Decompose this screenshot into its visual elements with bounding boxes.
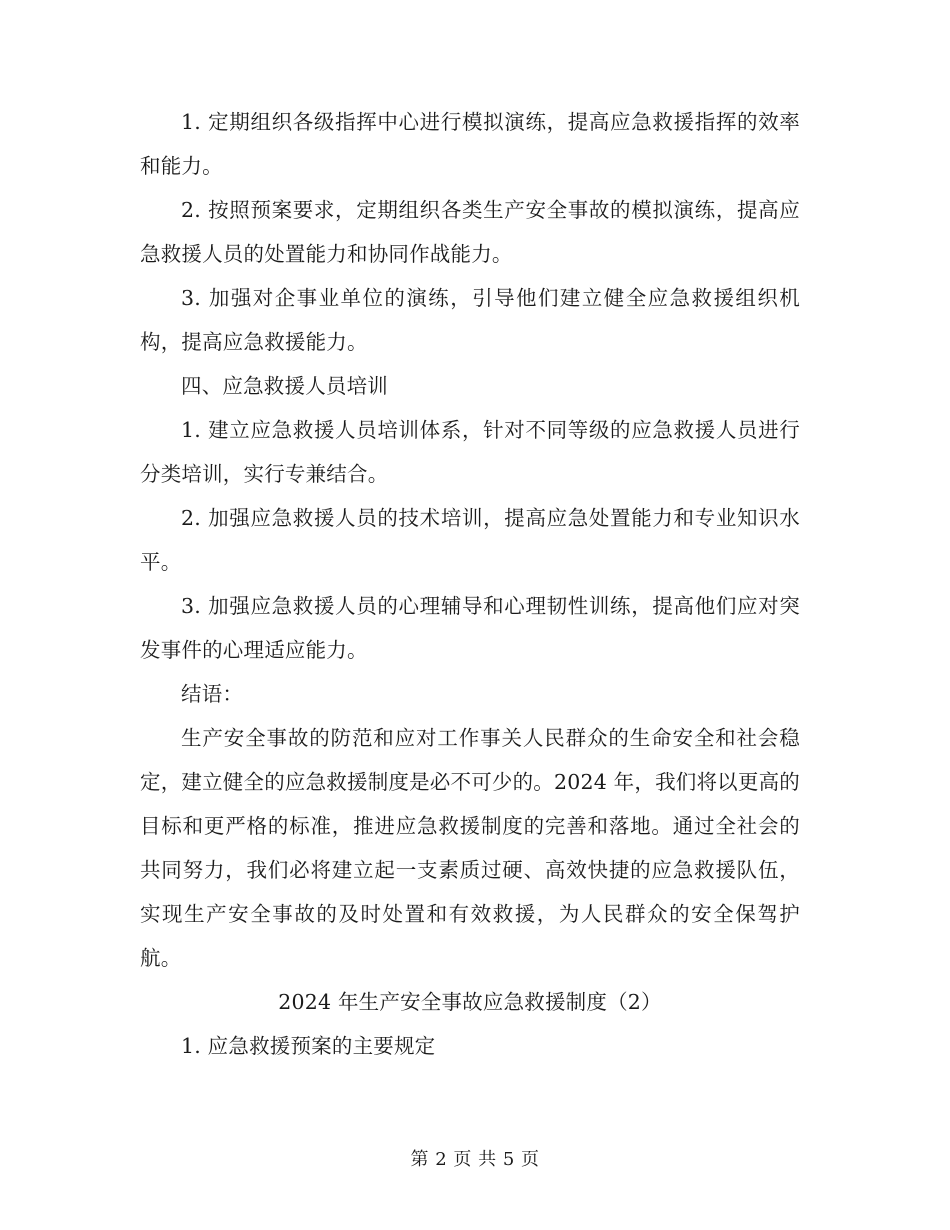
para-training-3: 3. 加强应急救援人员的心理辅导和心理韧性训练，提高他们应对突发事件的心理适应能力。 — [140, 594, 800, 662]
heading-conclusion: 结语： — [181, 682, 244, 706]
section-first-item: 1. 应急救援预案的主要规定 — [181, 1034, 436, 1058]
para-training-1: 1. 建立应急救援人员培训体系，针对不同等级的应急救援人员进行分类培训，实行专兼结合。 — [140, 418, 800, 486]
page-number-footer: 第 2 页 共 5 页 — [410, 1149, 540, 1170]
para-training-2: 2. 加强应急救援人员的技术培训，提高应急处置能力和专业知识水平。 — [140, 506, 800, 574]
heading-training: 四、应急救援人员培训 — [181, 374, 388, 398]
document-body — [140, 100, 800, 1068]
para-conclusion: 生产安全事故的防范和应对工作事关人民群众的生命安全和社会稳定，建立健全的应急救援制度是必不可少的。2024 年，我们将以更高的目标和更严格的标准，推进应急救援制度的完善和落地。通过全社会的共同努力，我们必将建立起一支素质过硬、高效快捷的应急救援队伍，实现生产安全事故的及时处置和有效救援，为人民群众的安全保驾护航。 — [140, 726, 800, 970]
para-drill-2: 2. 按照预案要求，定期组织各类生产安全事故的模拟演练，提高应急救援人员的处置能力和协同作战能力。 — [140, 198, 800, 266]
para-drill-3: 3. 加强对企事业单位的演练，引导他们建立健全应急救援组织机构，提高应急救援能力。 — [140, 286, 800, 354]
section-title: 2024 年生产安全事故应急救援制度（2） — [278, 990, 662, 1014]
para-drill-1: 1. 定期组织各级指挥中心进行模拟演练，提高应急救援指挥的效率和能力。 — [140, 110, 800, 178]
